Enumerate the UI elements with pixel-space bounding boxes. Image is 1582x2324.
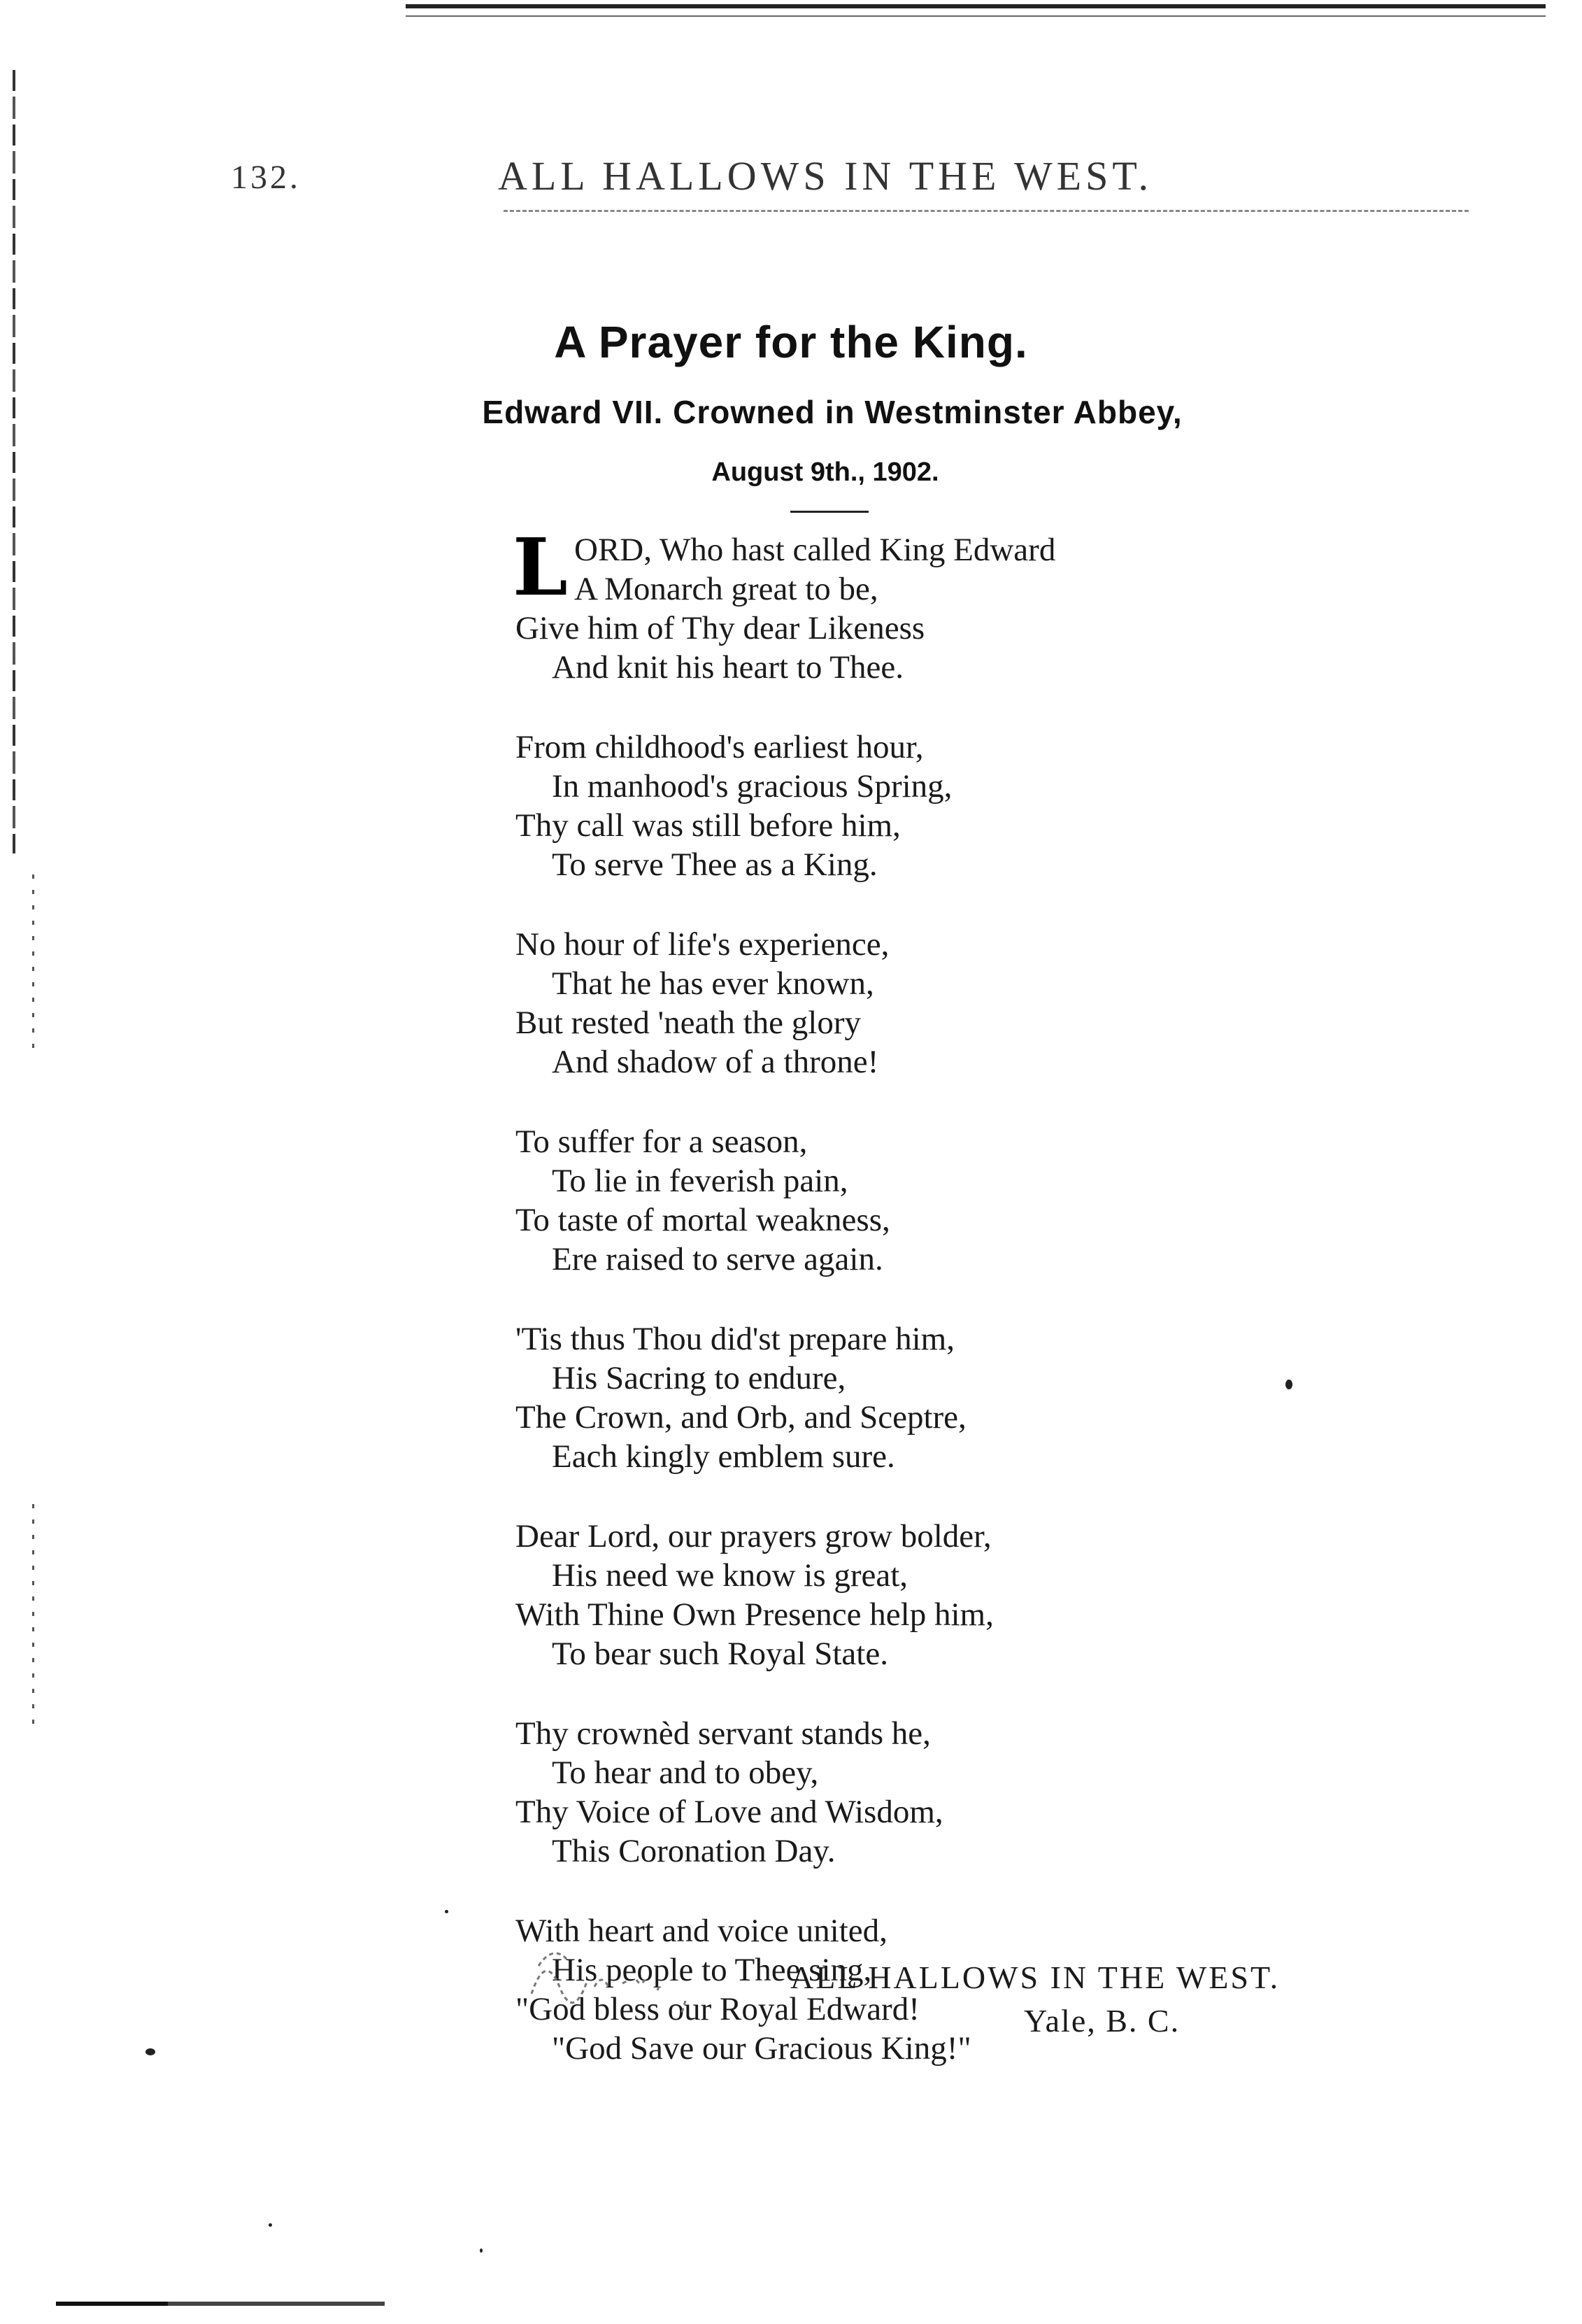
poem-line: No hour of life's experience,	[515, 926, 890, 963]
poem-line: In manhood's gracious Spring,	[552, 768, 953, 805]
drop-cap: L	[513, 522, 568, 614]
stanza	[513, 522, 1355, 687]
poem-line: To taste of mortal weakness,	[515, 1202, 890, 1238]
poem-line: With Thine Own Presence help him,	[515, 1596, 994, 1633]
poem-line: Give him of Thy dear Likeness	[515, 610, 925, 646]
margin-dots	[32, 1504, 34, 1728]
top-border-rule	[406, 4, 1546, 8]
poem	[513, 522, 1355, 2109]
poem-line: To bear such Royal State.	[552, 1636, 888, 1672]
ink-speck	[1285, 1380, 1292, 1389]
signature: ALL HALLOWS IN THE WEST.	[790, 1960, 1281, 1995]
poem-line: Thy crownèd servant stands he,	[515, 1715, 931, 1752]
bottom-border-rule	[56, 2302, 385, 2306]
ink-speck	[480, 2248, 483, 2253]
poem-line: Ere raised to serve again.	[552, 1241, 883, 1277]
poem-line: To hear and to obey,	[552, 1755, 819, 1791]
poem-line: 'Tis thus Thou did'st prepare him,	[515, 1321, 955, 1357]
poem-line: From childhood's earliest hour,	[515, 729, 924, 765]
page-binding-edge	[13, 70, 15, 853]
poem-line: And shadow of a throne!	[552, 1044, 879, 1080]
poem-line: "God bless our Royal Edward!	[515, 1991, 920, 2027]
poem-line: But rested 'neath the glory	[515, 1005, 862, 1041]
ink-speck	[145, 2048, 155, 2055]
poem-line: His need we know is great,	[552, 1557, 908, 1594]
poem-line: Thy call was still before him,	[515, 807, 901, 844]
margin-dots	[32, 874, 34, 1056]
header-rule	[504, 210, 1469, 212]
poem-line: His people to Thee sing,	[552, 1952, 872, 1988]
poem-line: That he has ever known,	[552, 965, 874, 1002]
stanza	[515, 1714, 1355, 1871]
top-border-thin-rule	[406, 15, 1546, 17]
stanza	[515, 1517, 1355, 1673]
stanza	[515, 1122, 1355, 1279]
pencil-scribble	[518, 1938, 727, 2022]
article-title: A Prayer for the King.	[554, 317, 1028, 367]
poem-line: To suffer for a season,	[515, 1124, 808, 1160]
stanza	[515, 1319, 1355, 1476]
poem-line: The Crown, and Orb, and Sceptre,	[515, 1399, 967, 1436]
poem-line: A Monarch great to be,	[574, 571, 878, 607]
poem-line-text: ORD, Who hast called King Edward	[574, 532, 1056, 568]
poem-line: Each kingly emblem sure.	[552, 1438, 895, 1475]
poem-line: "God Save our Gracious King!"	[552, 2030, 971, 2067]
article-date: August 9th., 1902.	[711, 458, 939, 487]
title-divider	[790, 511, 869, 513]
poem-line: To lie in feverish pain,	[552, 1163, 848, 1199]
article-subtitle: Edward VII. Crowned in Westminster Abbey,	[482, 394, 1183, 430]
stanza	[515, 728, 1355, 884]
ink-speck	[445, 1910, 448, 1913]
poem-line: Thy Voice of Love and Wisdom,	[515, 1794, 943, 1830]
poem-line: With heart and voice united,	[515, 1913, 888, 1949]
poem-line: This Coronation Day.	[552, 1833, 836, 1869]
page-number: 132.	[231, 159, 301, 196]
poem-line: His Sacring to endure,	[552, 1360, 846, 1396]
stanza	[515, 925, 1355, 1082]
poem-line: To serve Thee as a King.	[552, 846, 878, 883]
poem-line: Dear Lord, our prayers grow bolder,	[515, 1518, 992, 1554]
ink-speck	[269, 2223, 272, 2227]
running-head: ALL HALLOWS IN THE WEST.	[497, 153, 1153, 199]
signature-place: Yale, B. C.	[1024, 2003, 1181, 2039]
poem-line: And knit his heart to Thee.	[552, 649, 904, 686]
